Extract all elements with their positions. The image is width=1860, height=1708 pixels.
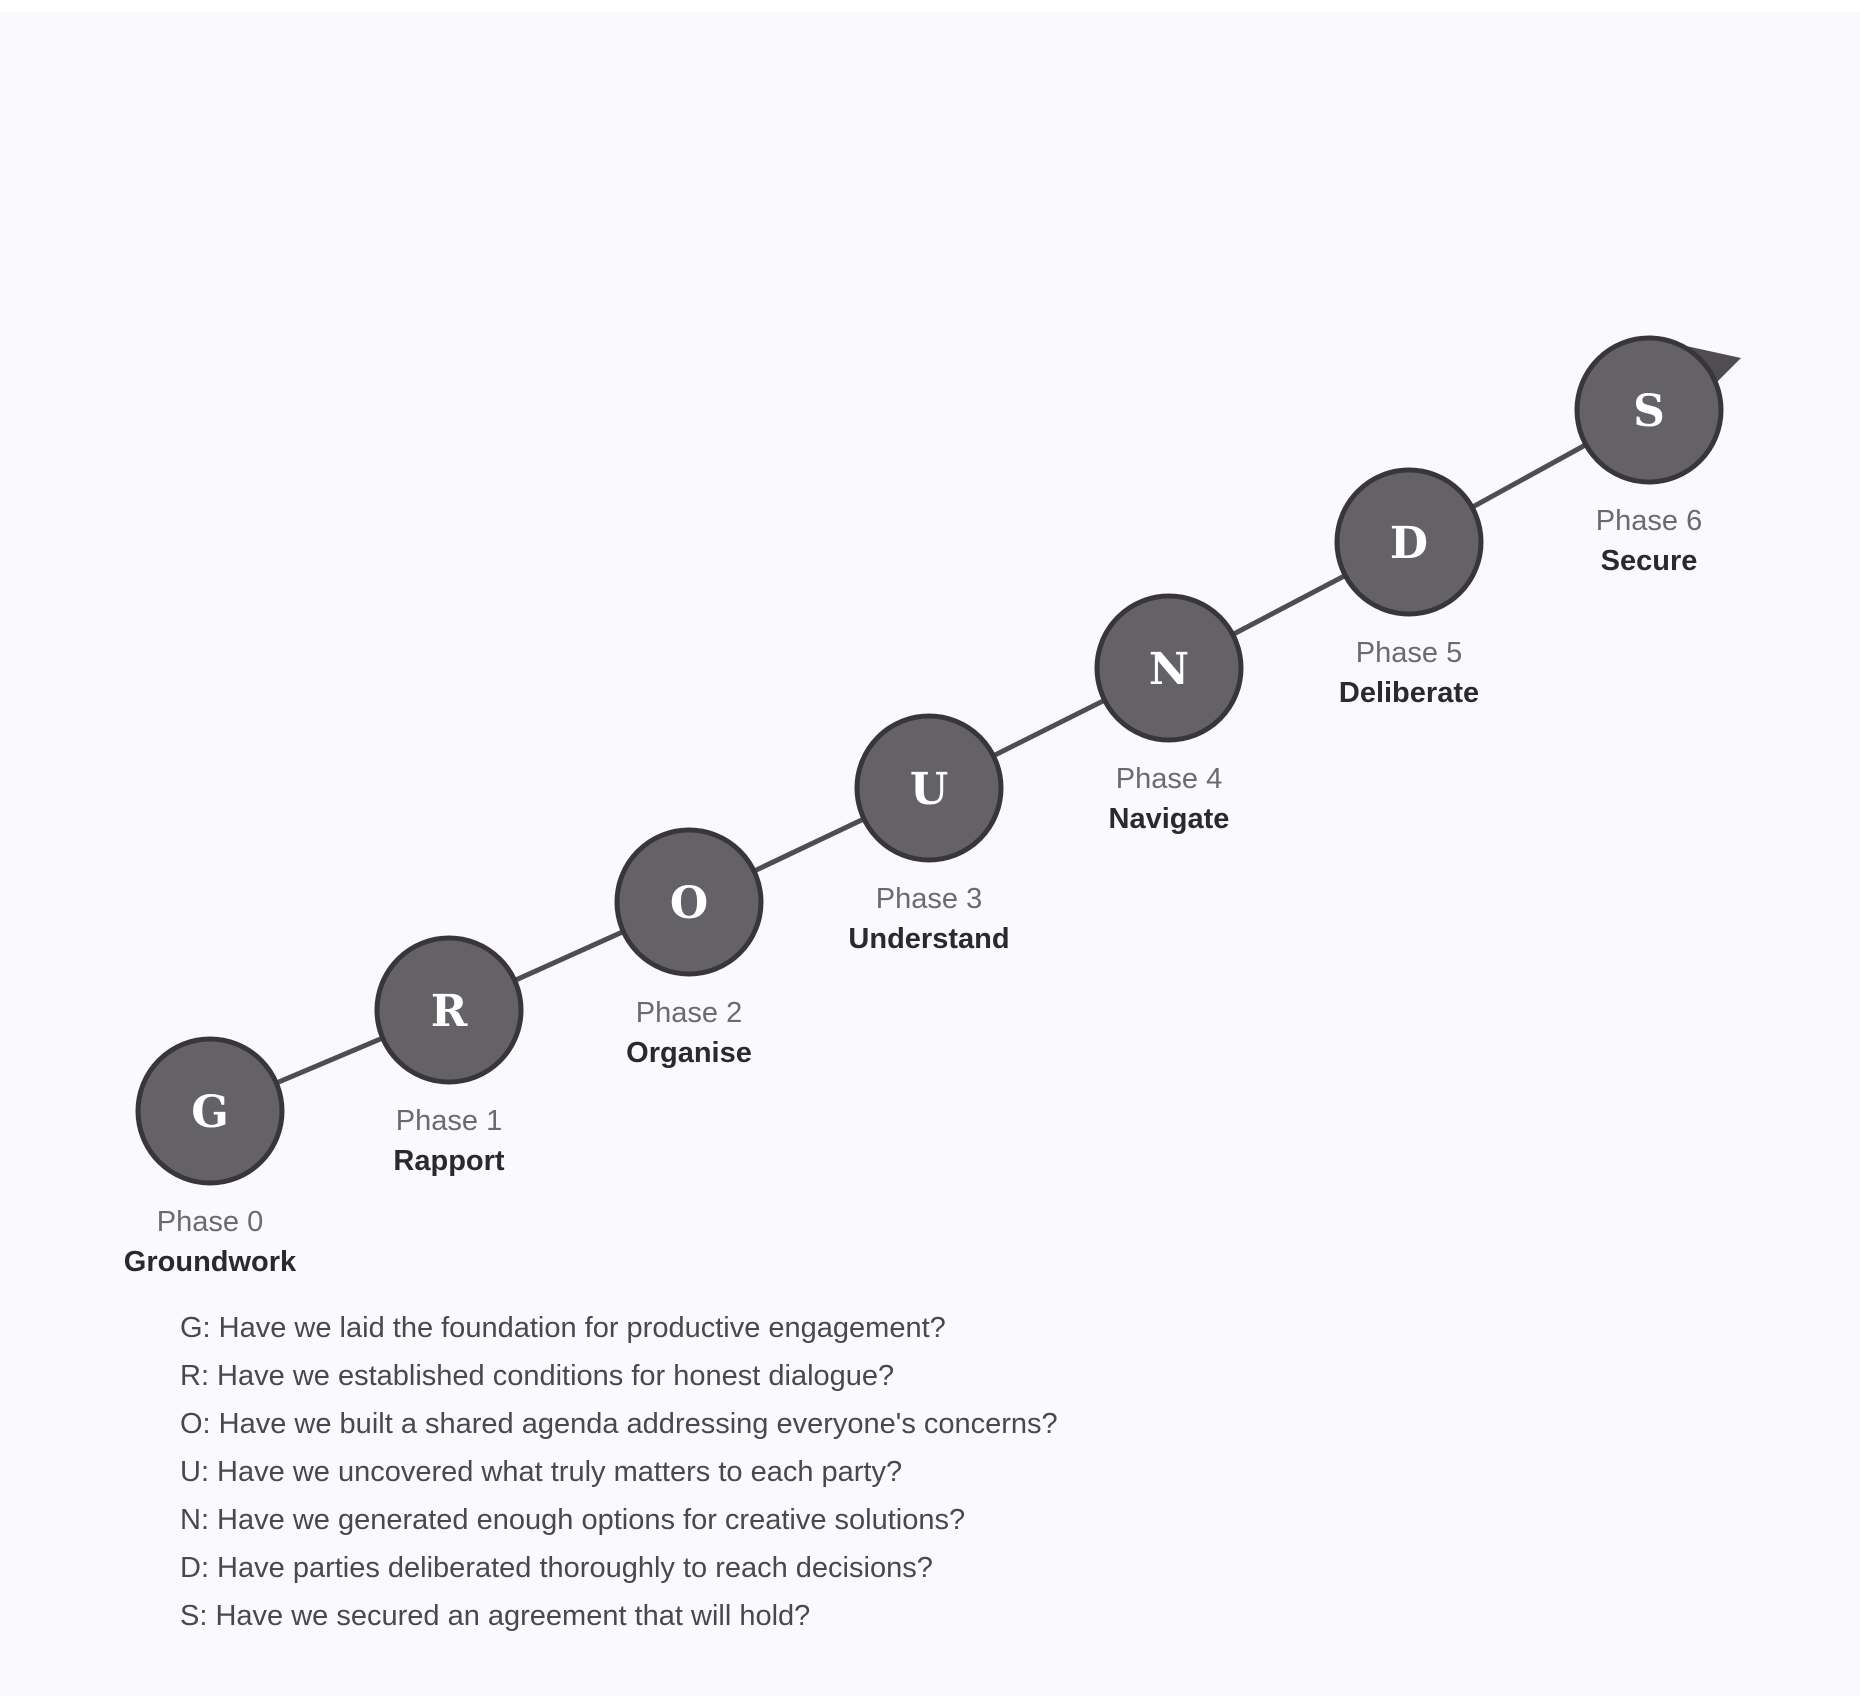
phase-node-r (377, 938, 521, 1177)
phase-node-g (124, 1039, 297, 1278)
phase-number: Phase 2 (635, 997, 743, 1029)
phase-letter: R (430, 986, 468, 1037)
phase-name: Deliberate (1338, 677, 1480, 709)
question-item: N: Have we generated enough options for creative solutions? (180, 1504, 966, 1536)
question-item: U: Have we uncovered what truly matters to each party? (180, 1456, 903, 1488)
phase-number: Phase 6 (1595, 505, 1703, 537)
question-item: G: Have we laid the foundation for productive engagement? (180, 1312, 946, 1344)
phase-node-d (1337, 470, 1481, 709)
phase-letter: D (1389, 518, 1429, 569)
question-item: O: Have we built a shared agenda addressing everyone's concerns? (180, 1408, 1058, 1440)
phase-number: Phase 3 (875, 883, 983, 915)
phase-number: Phase 0 (156, 1206, 264, 1238)
question-item: R: Have we established conditions for honest dialogue? (180, 1360, 895, 1392)
diagram-canvas (0, 12, 1860, 1696)
question-item: D: Have parties deliberated thoroughly to reach decisions? (180, 1552, 933, 1584)
question-list (180, 1304, 1058, 1640)
phase-number: Phase 5 (1355, 637, 1463, 669)
phase-letter: S (1633, 386, 1665, 437)
phase-letter: U (909, 764, 949, 815)
phase-nodes (124, 338, 1741, 1278)
phase-node-s (1577, 338, 1721, 577)
phase-letter: O (669, 878, 709, 929)
phase-node-u (848, 716, 1009, 955)
phase-node-n (1097, 596, 1241, 835)
phase-name: Organise (626, 1037, 752, 1069)
phase-name: Secure (1600, 545, 1698, 577)
phase-name: Understand (848, 923, 1010, 955)
question-item: S: Have we secured an agreement that will hold? (180, 1600, 811, 1632)
phase-node-o (617, 830, 761, 1069)
phase-name: Groundwork (123, 1246, 297, 1278)
phase-number: Phase 1 (395, 1105, 503, 1137)
phase-letter: G (191, 1087, 229, 1138)
phase-name: Rapport (393, 1145, 505, 1177)
phase-name: Navigate (1108, 803, 1230, 835)
phase-number: Phase 4 (1115, 763, 1223, 795)
phase-letter: N (1148, 644, 1190, 695)
